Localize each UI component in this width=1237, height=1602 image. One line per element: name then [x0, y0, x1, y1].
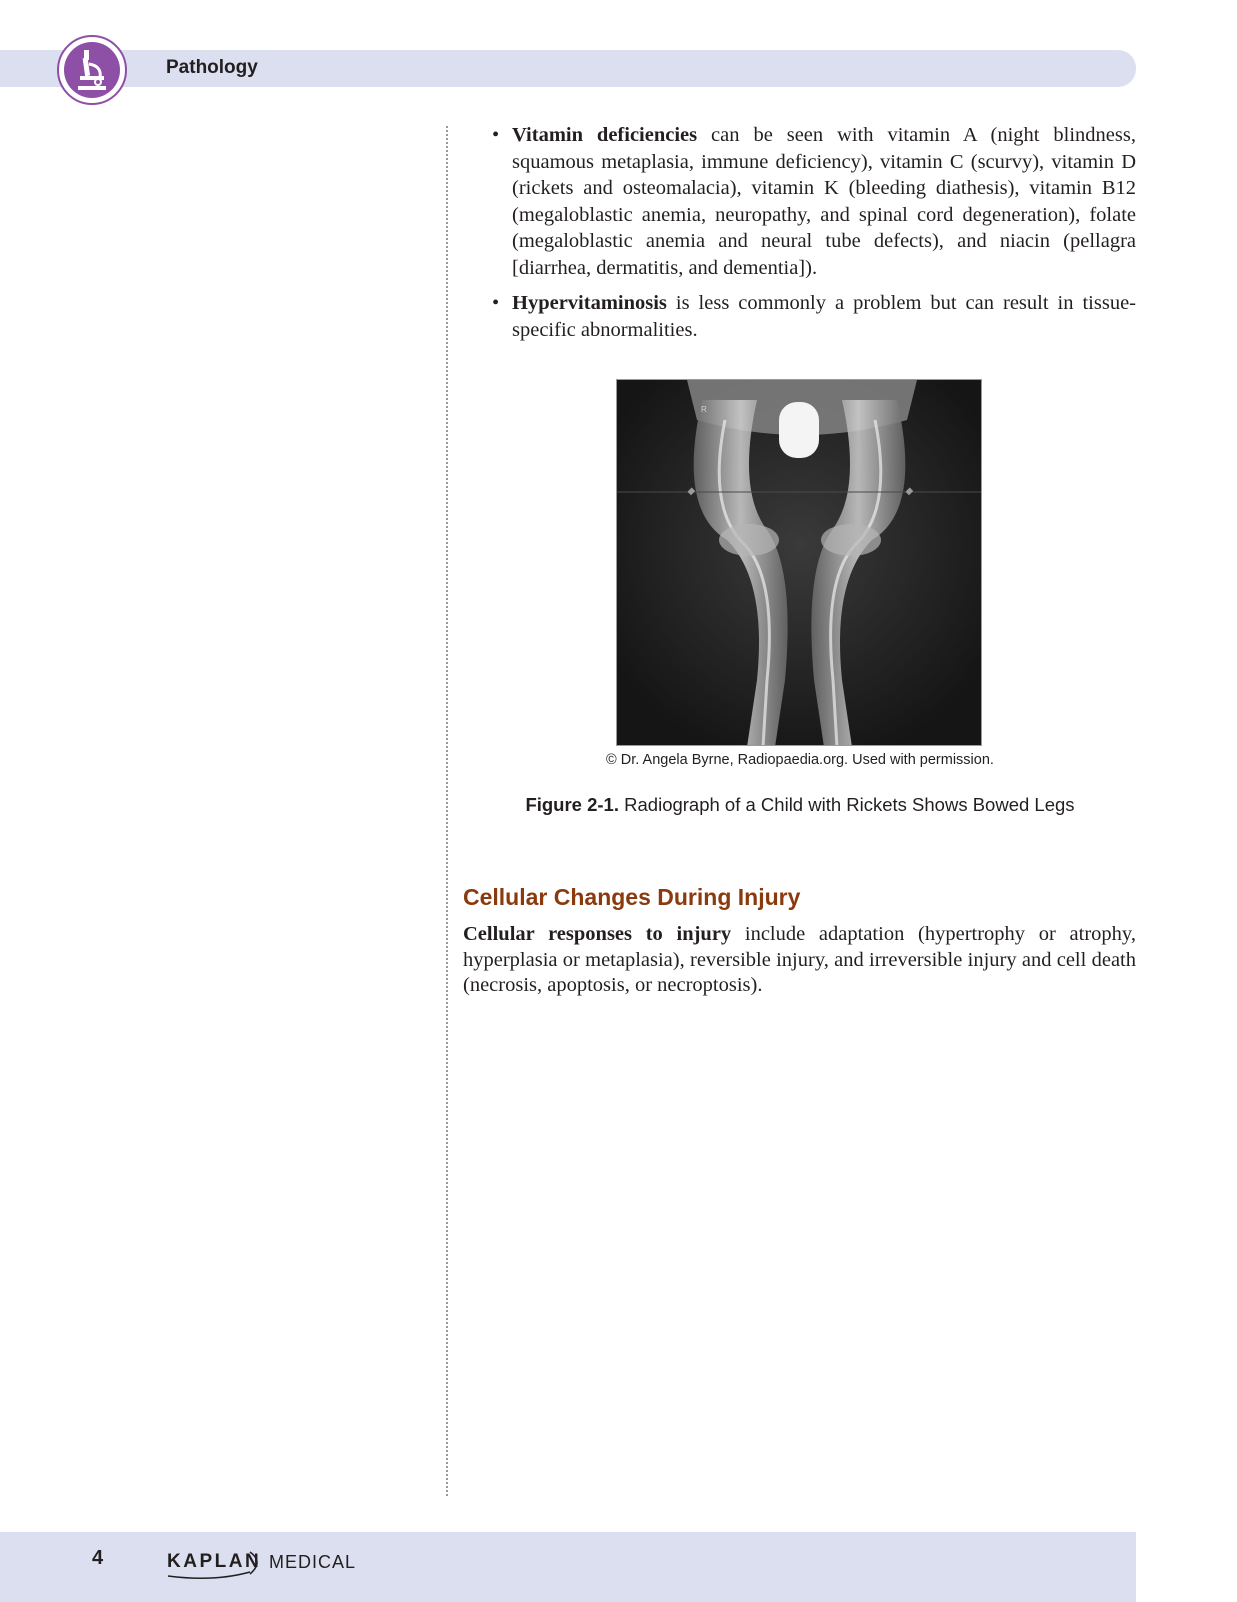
- section-paragraph: [463, 922, 1136, 999]
- bullet-term: Hypervitaminosis: [512, 292, 667, 314]
- image-marker: R: [701, 405, 707, 414]
- brand-logo: KAPLAN: [167, 1551, 262, 1572]
- list-item: [492, 290, 1136, 343]
- brand-suffix: MEDICAL: [269, 1552, 357, 1572]
- bullet-marker: •: [492, 124, 500, 146]
- image-credit: © Dr. Angela Byrne, Radiopaedia.org. Used with permission.: [606, 752, 994, 768]
- figure-number: Figure 2-1.: [525, 794, 619, 815]
- list-item: [492, 122, 1136, 281]
- section-term: Cellular responses to injury: [463, 923, 732, 945]
- figure-caption-text: Radiograph of a Child with Rickets Shows Bowed Legs: [619, 794, 1075, 815]
- page-number: 4: [92, 1547, 104, 1569]
- bullet-text: can be seen with vitamin A (night blindness, squamous metaplasia, immune deficiency), vitamin C (scurvy), vitamin D (rickets and osteomalacia), vitamin K (bleeding diathesis), vitamin B12 (megaloblastic anemia, neuropathy, and spinal cord degeneration), folate (megaloblastic anemia and neural tube defects), and niacin (pellagra [diarrhea, dermatitis, and dementia]).: [512, 124, 1136, 279]
- bullet-marker: •: [492, 292, 500, 314]
- bullet-term: Vitamin deficiencies: [512, 124, 698, 146]
- section-heading: Cellular Changes During Injury: [463, 884, 801, 910]
- swoosh-icon: [164, 1548, 274, 1587]
- bullet-list: [492, 122, 1136, 343]
- section-text: include adaptation (hypertrophy or atrophy, hyperplasia or metaplasia), reversible injury, and irreversible injury and cell death (necrosis, apoptosis, or necroptosis).: [463, 923, 1136, 996]
- column-divider: [446, 126, 448, 1496]
- logo-disc: [64, 42, 120, 98]
- radiograph-image: [616, 379, 982, 746]
- figure-caption: [470, 794, 1130, 816]
- bullet-text: is less commonly a problem but can result in tissue-specific abnormalities.: [512, 292, 1136, 341]
- section-logo: [57, 35, 127, 105]
- header-title: Pathology: [166, 57, 258, 78]
